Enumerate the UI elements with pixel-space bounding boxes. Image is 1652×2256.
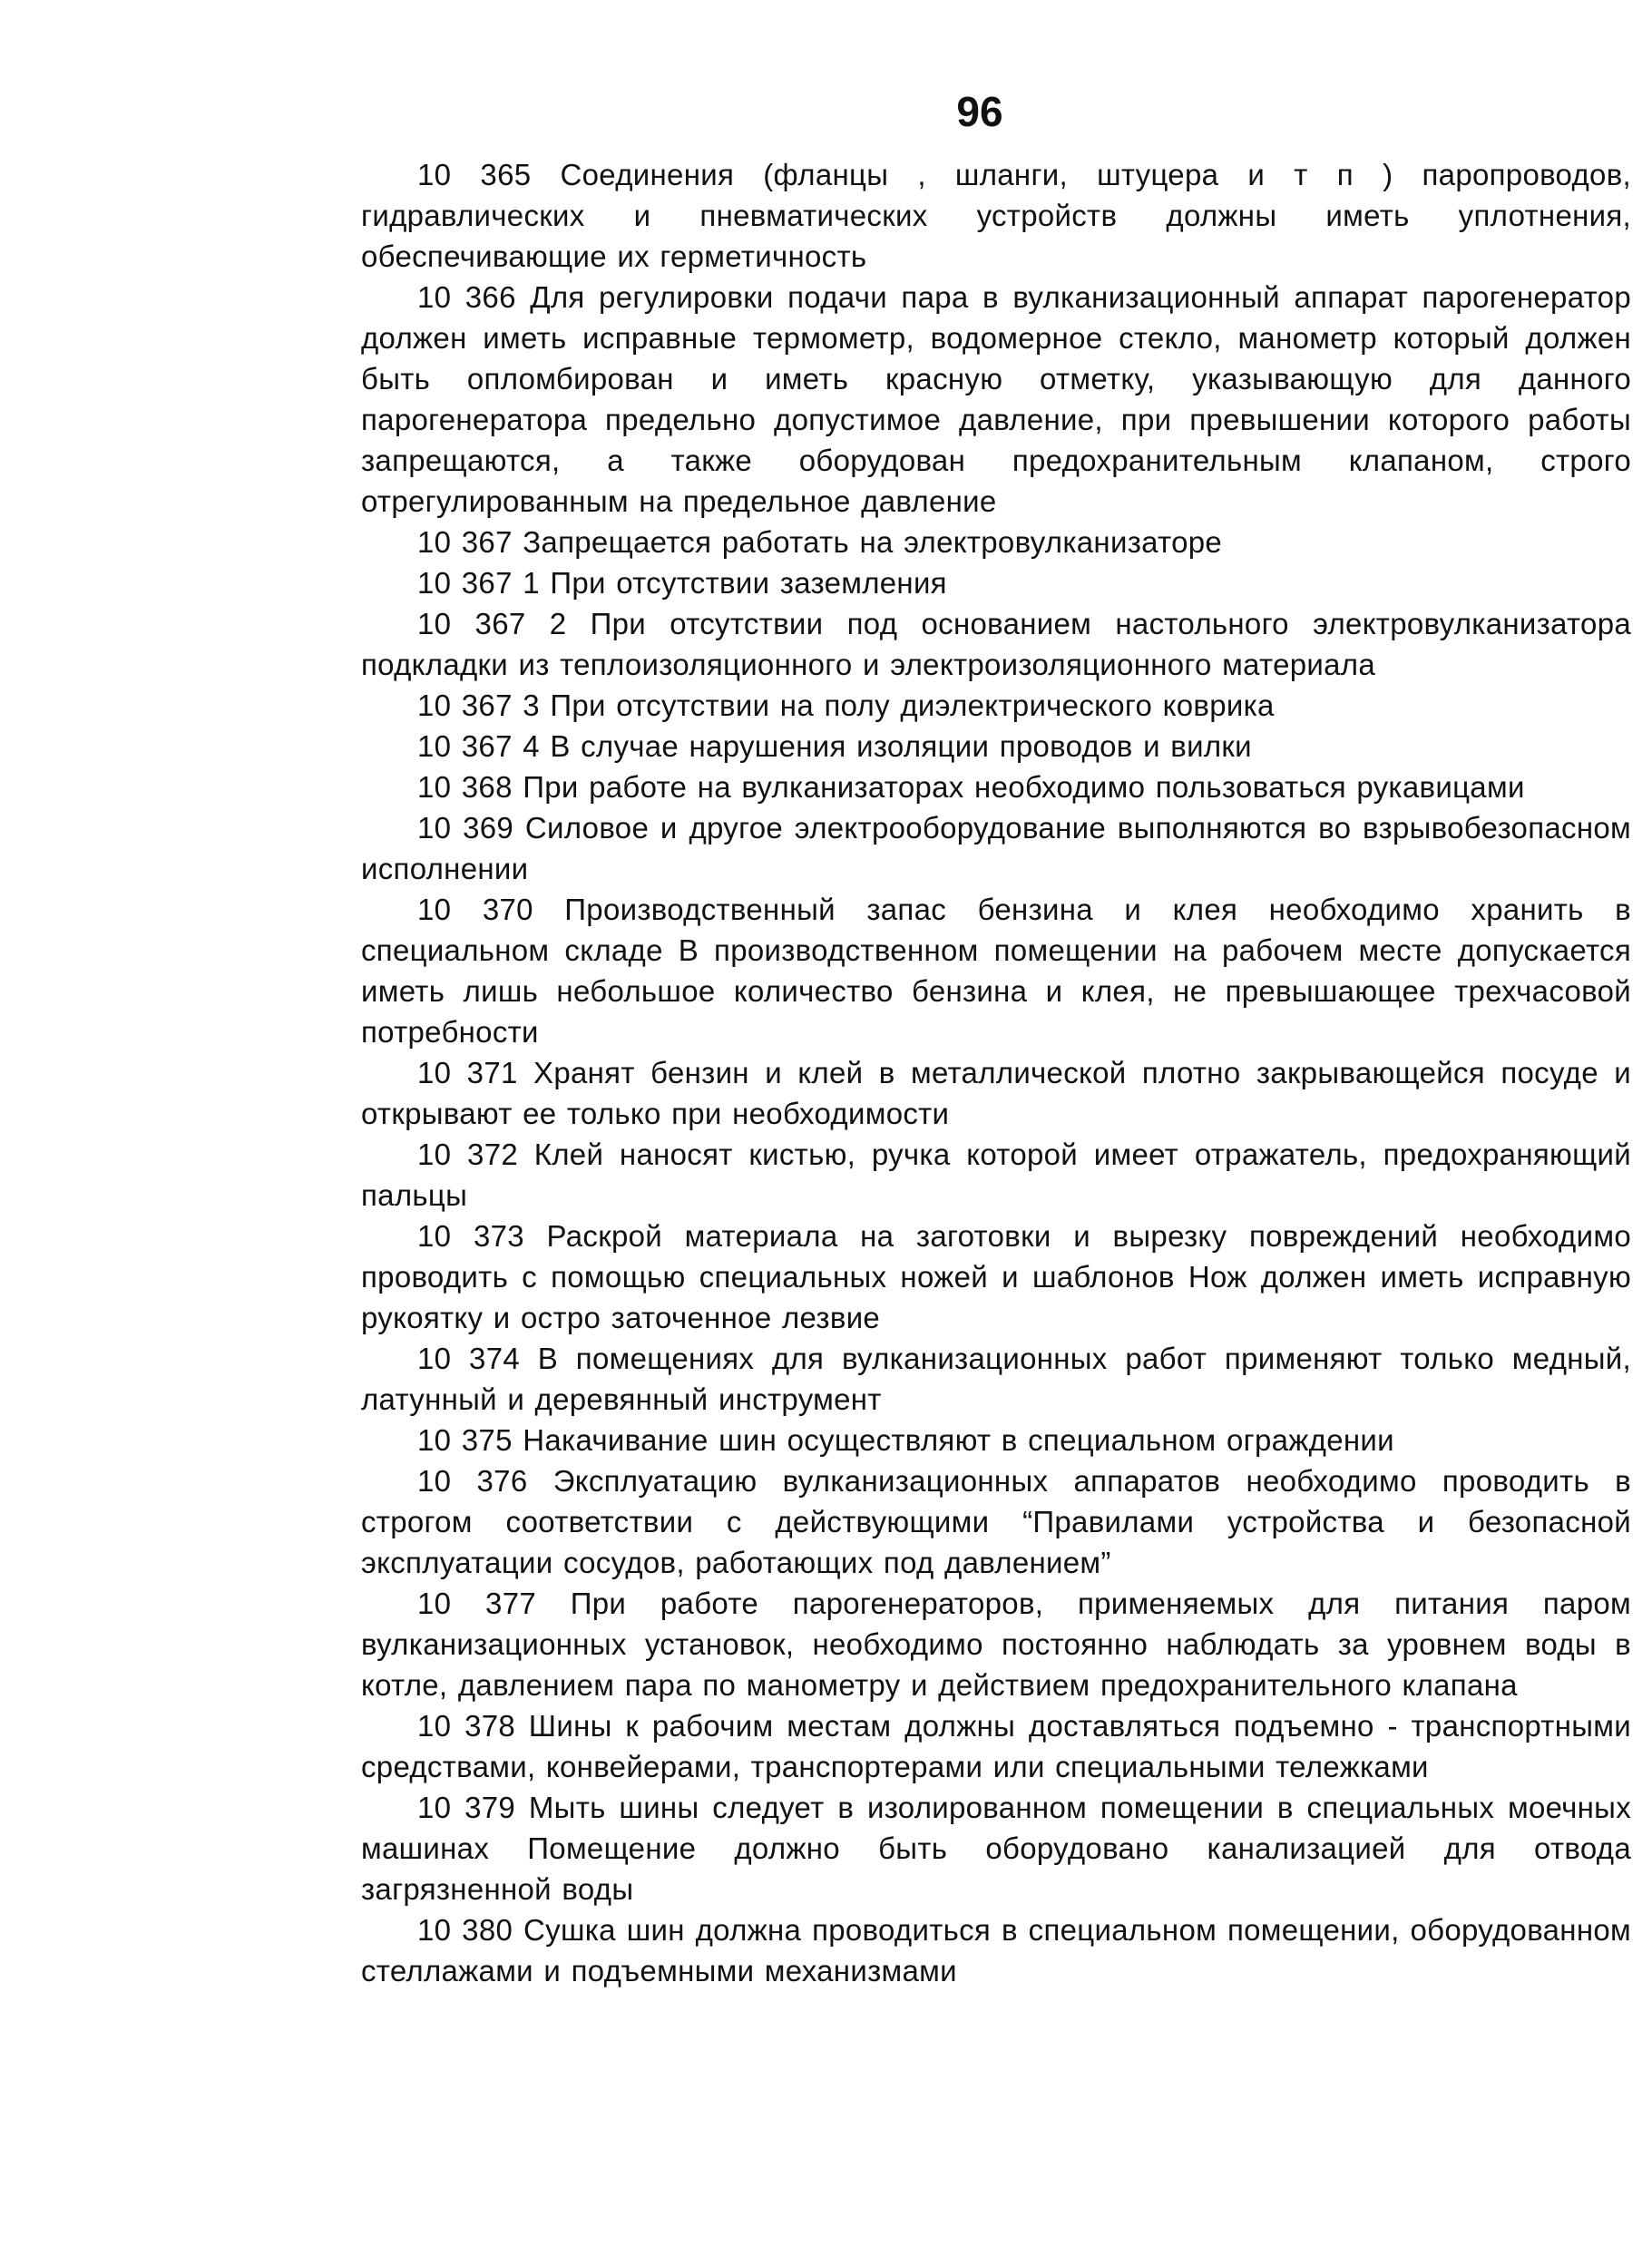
paragraph-10-367: 10 367 Запрещается работать на электровулканизаторе — [417, 525, 1223, 559]
paragraph-10-373: 10 373 Раскрой материала на заготовки и вырезку повреждений необходимо проводить с помощью специальных ножей и шаблонов Нож должен иметь исправную рукоятку и остро заточенное лезвие — [361, 1219, 1631, 1334]
paragraph-10-367-3: 10 367 3 При отсутствии на полу диэлектрического коврика — [417, 689, 1275, 722]
paragraph-10-380: 10 380 Сушка шин должна проводиться в специальном помещении, оборудованном стеллажами и подъемными механизмами — [361, 1913, 1631, 1987]
paragraph-10-377: 10 377 При работе парогенераторов, применяемых для питания паром вулканизационных установок, необходимо постоянно наблюдать за уровнем воды в котле, давлением пара по манометру и действием предохранительного клапана — [361, 1587, 1631, 1702]
paragraph-10-376: 10 376 Эксплуатацию вулканизационных аппаратов необходимо проводить в строгом соответствии с действующими “Правилами устройства и безопасной эксплуатации сосудов, работающих под давлением” — [361, 1464, 1631, 1579]
page-number: 96 — [956, 88, 1003, 135]
paragraph-10-367-1: 10 367 1 При отсутствии заземления — [417, 566, 947, 600]
paragraph-10-366: 10 366 Для регулировки подачи пара в вулканизационный аппарат парогенератор должен иметь исправные термометр, водомерное стекло, манометр который должен быть опломбирован и иметь красную отметку, указывающую для данного парогенератора предельно допустимое давление, при превышении которого работы запрещаются, а также оборудован предохранительным клапаном, строго отрегулированным на предельное давление — [361, 280, 1631, 518]
paragraph-10-374: 10 374 В помещениях для вулканизационных работ применяют только медный, латунный и деревянный инструмент — [361, 1342, 1631, 1416]
paragraph-10-378: 10 378 Шины к рабочим местам должны доставляться подъемно - транспортными средствами, конвейерами, транспортерами или специальными тележками — [361, 1709, 1631, 1783]
paragraph-10-367-4: 10 367 4 В случае нарушения изоляции проводов и вилки — [417, 729, 1252, 763]
paragraph-10-365: 10 365 Соединения (фланцы , шланги, штуцера и т п ) паропроводов, гидравлических и пневматических устройств должны иметь уплотнения, обеспечивающие их герметичность — [361, 158, 1631, 273]
paragraph-10-375: 10 375 Накачивание шин осуществляют в специальном ограждении — [417, 1423, 1394, 1457]
paragraph-10-379: 10 379 Мыть шины следует в изолированном помещении в специальных моечных машинах Помещение должно быть оборудовано канализацией для отвода загрязненной воды — [361, 1791, 1631, 1906]
paragraph-10-371: 10 371 Хранят бензин и клей в металлической плотно закрывающейся посуде и открывают ее только при необходимости — [361, 1056, 1631, 1130]
paragraph-10-368: 10 368 При работе на вулканизаторах необходимо пользоваться рукавицами — [417, 770, 1525, 804]
paragraph-10-367-2: 10 367 2 При отсутствии под основанием настольного электровулканизатора подкладки из теплоизоляционного и электроизоляционного материала — [361, 607, 1631, 681]
document-body — [361, 154, 1631, 1991]
paragraph-10-369: 10 369 Силовое и другое электрооборудование выполняются во взрывобезопасном исполнении — [361, 811, 1631, 885]
paragraph-10-372: 10 372 Клей наносят кистью, ручка которой имеет отражатель, предохраняющий пальцы — [361, 1138, 1631, 1212]
paragraph-10-370: 10 370 Производственный запас бензина и клея необходимо хранить в специальном складе В производственном помещении на рабочем месте допускается иметь лишь небольшое количество бензина и клея, не превышающее трехчасовой потребности — [361, 893, 1631, 1049]
